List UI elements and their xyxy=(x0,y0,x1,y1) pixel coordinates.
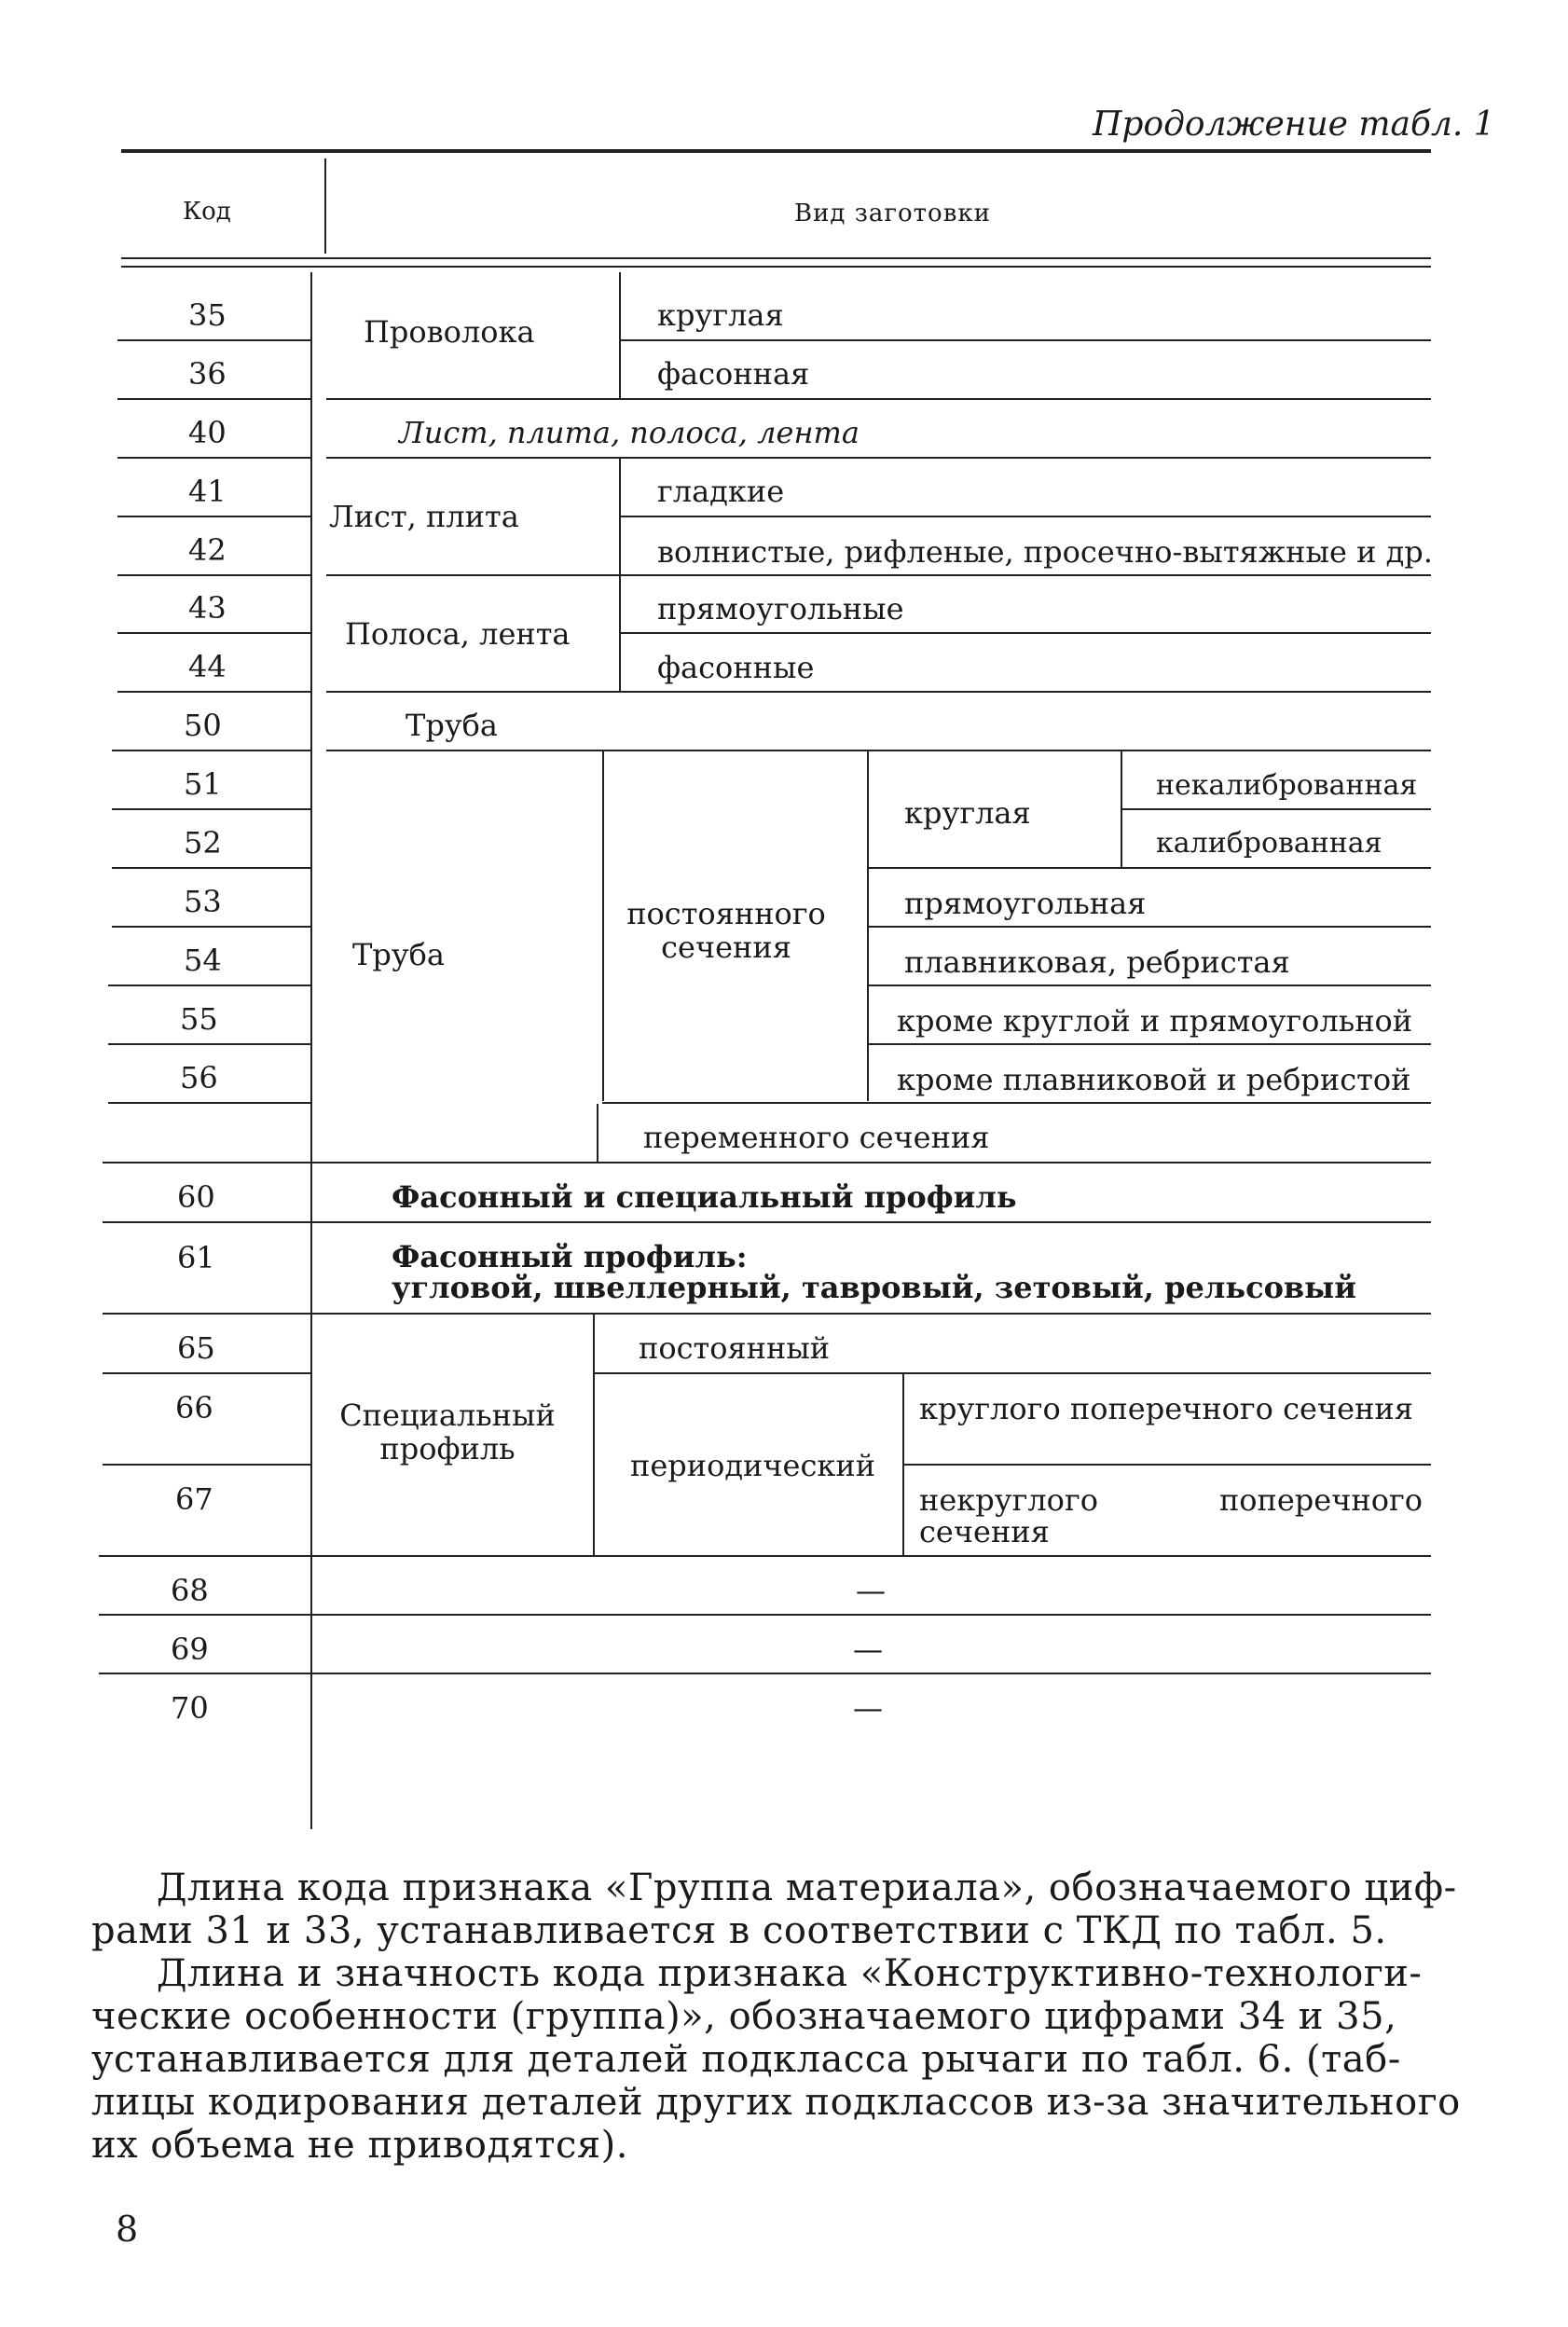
code-61: 61 xyxy=(177,1240,215,1275)
row-rule xyxy=(867,867,1431,869)
row-rule xyxy=(593,1372,1431,1374)
code-rule xyxy=(108,1102,311,1104)
pipe-except-finned: кроме плавниковой и ребристой xyxy=(897,1062,1411,1097)
paragraph-line: устанавливается для деталей подкласса рычаги по табл. 6. (таб- xyxy=(91,2038,1401,2081)
code-41: 41 xyxy=(188,474,227,509)
code-60: 60 xyxy=(177,1179,215,1215)
code-68: 68 xyxy=(171,1573,209,1608)
pipe-variable: переменного сечения xyxy=(643,1120,990,1155)
code-rule xyxy=(103,1313,311,1315)
column-header-kind: Вид заготовки xyxy=(794,200,991,227)
dash-69: — xyxy=(853,1632,883,1667)
row-rule xyxy=(311,1555,1431,1557)
code-rule xyxy=(117,632,311,634)
code-42: 42 xyxy=(188,532,227,568)
code-44: 44 xyxy=(188,649,227,684)
row-rule xyxy=(867,984,1431,986)
sheet-label: Лист, плита xyxy=(329,499,519,534)
row-rule xyxy=(867,1043,1431,1045)
pipe-label: Труба xyxy=(352,937,445,972)
strip-label: Полоса, лента xyxy=(345,616,571,652)
header-divider xyxy=(324,158,326,254)
code-51: 51 xyxy=(184,766,222,802)
code-column-divider xyxy=(310,272,312,1829)
code-rule xyxy=(112,808,311,810)
paragraph-line: ческие особенности (группа)», обозначаемого цифрами 34 и 35, xyxy=(91,1995,1397,2038)
pipe-finned: плавниковая, ребристая xyxy=(904,944,1290,980)
code-69: 69 xyxy=(171,1632,209,1667)
code-36: 36 xyxy=(188,356,227,392)
code-70: 70 xyxy=(171,1690,209,1726)
pipe-round: круглая xyxy=(904,795,1031,831)
code-56: 56 xyxy=(180,1060,218,1095)
header-rule-2 xyxy=(121,266,1431,268)
pipe-calibrated: калиброванная xyxy=(1156,827,1382,860)
code-54: 54 xyxy=(184,943,222,978)
wire-divider xyxy=(619,272,621,398)
row-rule xyxy=(326,574,1431,576)
row-rule xyxy=(902,1464,1431,1466)
sheet-all: Лист, плита, полоса, лента xyxy=(399,415,860,450)
dash-70: — xyxy=(853,1690,883,1726)
pipe-all: Труба xyxy=(406,708,498,743)
row-rule xyxy=(311,1221,1431,1223)
special-nonround-cs: некруглого поперечного сечения xyxy=(919,1482,1423,1549)
dash-68: — xyxy=(856,1573,886,1608)
table-continuation-caption: Продолжение табл. 1 xyxy=(1093,105,1495,144)
paragraph-line: Длина кода признака «Группа материала», обозначаемого циф- xyxy=(157,1866,1457,1909)
code-50: 50 xyxy=(184,708,222,743)
shaped-profile-title: Фасонный профиль: xyxy=(392,1239,748,1274)
shaped-profile-types: угловой, швеллерный, тавровый, зетовый, рельсовый xyxy=(392,1270,1356,1305)
code-rule xyxy=(117,339,311,341)
code-rule xyxy=(117,457,311,459)
profile-all: Фасонный и специальный профиль xyxy=(392,1179,1017,1215)
row-rule xyxy=(326,750,1431,751)
paragraph-line: рами 31 и 33, устанавливается в соответствии с ТКД по табл. 5. xyxy=(91,1909,1387,1952)
paragraph-line: их объема не приводятся). xyxy=(91,2124,628,2167)
code-rule xyxy=(117,398,311,400)
page-number: 8 xyxy=(116,2209,139,2250)
strip-rect: прямоугольные xyxy=(657,591,904,626)
special-divider xyxy=(593,1315,595,1555)
code-rule xyxy=(99,1673,311,1674)
code-rule xyxy=(117,574,311,576)
code-55: 55 xyxy=(180,1001,218,1037)
header-rule-1 xyxy=(121,257,1431,259)
pipe-uncalibrated: некалиброванная xyxy=(1156,769,1418,802)
wire-round: круглая xyxy=(657,297,784,333)
row-rule xyxy=(311,1162,1431,1164)
code-rule xyxy=(99,1614,311,1616)
special-profile-label: Специальный профиль xyxy=(339,1398,556,1466)
code-65: 65 xyxy=(177,1330,215,1366)
wire-label: Проволока xyxy=(364,314,535,350)
row-rule xyxy=(602,1102,1431,1104)
row-rule xyxy=(311,1673,1431,1674)
code-rule xyxy=(103,1372,311,1374)
code-rule xyxy=(103,1221,311,1223)
code-52: 52 xyxy=(184,825,222,861)
code-rule xyxy=(117,691,311,693)
pipe-except-round-rect: кроме круглой и прямоугольной xyxy=(897,1003,1413,1039)
row-rule xyxy=(867,926,1431,928)
row-rule xyxy=(1121,808,1431,810)
code-40: 40 xyxy=(188,415,227,450)
row-rule xyxy=(311,1614,1431,1616)
sheet-wavy: волнистые, рифленые, просечно-вытяжные и др. xyxy=(657,534,1433,570)
code-rule xyxy=(108,984,311,986)
code-53: 53 xyxy=(184,884,222,919)
wire-shaped: фасонная xyxy=(657,356,810,392)
row-rule xyxy=(326,398,1431,400)
row-rule xyxy=(619,632,1431,634)
row-rule xyxy=(311,1313,1431,1315)
code-66: 66 xyxy=(175,1390,213,1425)
code-35: 35 xyxy=(188,297,227,333)
special-constant: постоянный xyxy=(639,1330,831,1366)
code-rule xyxy=(112,867,311,869)
code-67: 67 xyxy=(175,1481,213,1517)
code-rule xyxy=(108,1043,311,1045)
row-rule xyxy=(326,457,1431,459)
pipe-rect: прямоугольная xyxy=(904,886,1147,921)
pipe-variable-divider xyxy=(597,1104,598,1162)
row-rule xyxy=(619,516,1431,517)
sheet-smooth: гладкие xyxy=(657,474,785,509)
code-rule xyxy=(99,1555,311,1557)
table-top-rule xyxy=(121,149,1431,153)
paragraph-line: Длина и значность кода признака «Конструктивно-технологи- xyxy=(157,1952,1423,1995)
paragraph-line: лицы кодирования деталей других подклассов из-за значительного xyxy=(91,2081,1461,2124)
code-rule xyxy=(112,926,311,928)
code-rule xyxy=(112,750,311,751)
code-rule xyxy=(103,1162,311,1164)
code-43: 43 xyxy=(188,590,227,626)
row-rule xyxy=(326,691,1431,693)
special-round-cs: круглого поперечного сечения xyxy=(919,1391,1413,1426)
pipe-constant: постоянного сечения xyxy=(626,896,826,965)
code-rule xyxy=(103,1464,311,1466)
code-rule xyxy=(117,516,311,517)
strip-shaped: фасонные xyxy=(657,650,815,685)
column-header-code: Код xyxy=(183,198,231,226)
row-rule xyxy=(619,339,1431,341)
special-periodic: периодический xyxy=(630,1448,876,1483)
